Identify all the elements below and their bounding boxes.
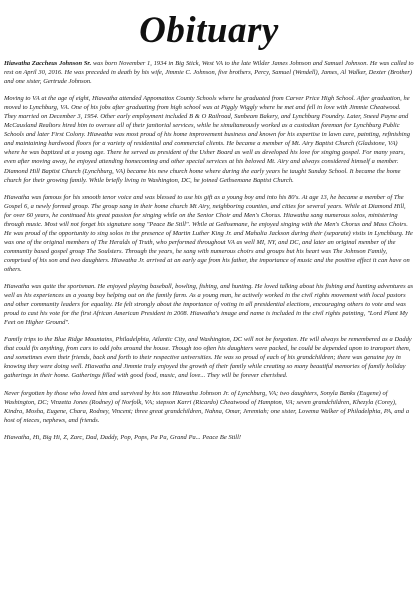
paragraph-survivors: Never forgotten by those who loved him and survived by his son Hiawatha Johnson Jr. of Lynchburg, VA; two daughters, Sonyla Banks (Eugene) of Washington, DC; Vinzetta Jones (Rodney) of Norfolk, VA; stepson Karri (Ricardo) Cheatwood of Hampton, VA; seven grandchildren, Khezyla (Corey), Kindra, Mosha, Eugene, Chara, Rodney, Vincent; three great grandchildren, Nahna, Omar, Jeremiah; one sister, Lovema Walker of Philadelphia, PA, and a host of nieces, nephews, and friends.: [4, 389, 410, 424]
paragraph-closing: Hiawatha, Hi, Big Hi, Z, Zarc, Dad, Daddy, Pop, Pops, Pa Pa, Grand Pa... Peace Be Still!: [4, 433, 242, 441]
page-title: Obituary: [139, 10, 279, 51]
paragraph-music: Hiawatha was famous for his smooth tenor voice and was blessed to use his gift as a young boy and into his 80's. At age 13, he became a member of The Gospel 6, a newly formed group. The group sang in their home church Mt Airy, neighboring counties, and cities for several years. While at Diamond Hill, for over 60 years, he continued his great passion for singing while on the Senior Choir and Men's Chorus. Hiawatha sang numerous solos, ministering through music. Most will not forget his signature song "Peace Be Still". While at Gethsemane, he enjoyed singing with the Men's Chorus and Mass Choirs. He was proud of the opportunity to sing solos in the presence of Martin Luther King Jr. and Mahalia Jackson during their (separate) visits in Lynchburg. He was one of the original members of The Heralds of Truth, who performed throughout VA as well MI, NY, and DC, and later an original member of the community based gospel group The Soulsters. Through the years, he sang with numerous choirs and groups but his heart was The Johnson Family, comprised of his son and two daughters. Hiawatha Jr. arrived at an early age from his father, the importance of music and the positive effect it can have on others.: [4, 193, 413, 273]
paragraph-family: Family trips to the Blue Ridge Mountains, Philadelphia, Atlantic City, and Washington, DC will not be forgotten. He will always be remembered as a Daddy that could fix anything, from cars to odd jobs around the house. Though too often his daughters were packed, he could be depended upon to transport them, and sometimes even their friends, back and forth to their respective universities. He was so proud of each of his grandchildren; there was genuine joy in knowing they were doing well. Hiawatha and Jimmie truly enjoyed the growth of their family while creating so many beautiful memories of family holiday gatherings in their home. Gatherings filled with good food, music, and love... They will be forever cherished.: [4, 336, 412, 380]
paragraph-life-career: Moving to VA at the age of eight, Hiawatha attended Appomattox County Schools where he graduated from Carver Price High School. After graduation, he moved to Lynchburg, VA. One of his jobs after graduating from high school was at Piggly Wiggly where he met and fell in love with Jimmie Cheatwood. They married on December 3, 1954. Other early employment included B & O Railroad, Sunbeam Bakery, and Lynchburg Foundry. Later, Sneed Payne and McCausland Realtors hired him to oversee all of their janitorial services, while he simultaneously worked as a custodian foreman for Lynchburg Public Schools and later First Colony. Hiawatha was most proud of his home improvement business and known for his expertise in lawn care, painting, refinishing and maintaining hardwood floors for a variety of residential and commercial clients. He became a member of Mt. Airy Baptist Church (Gladstone, VA) where he was baptized at a young age. There he served as president of the Usher Board as well as developed his love for singing gospel. For many years, even after moving away, he enjoyed attending homecoming and other special services at his beloved Mt. Airy and always considered himself a member. Diamond Hill Baptist Church (Lynchburg, VA) became his new church home where during the early years he taught Sunday School. It became the home church for their growing family. While briefly living in Washington, DC, he joined Gethsemane Baptist Church.: [4, 95, 410, 184]
deceased-name: Hiawatha Zaccheus Johnson Sr.: [4, 60, 92, 67]
paragraph-birth-text: was born November 1, 1934 in Big Stick, West VA to the late Wilder James Johnson and Samuel Johnson. He was called to rest on April 30, 2016. He was preceded in death by his wife, Jimmie C. Johnson, five brothers, Percy, Samuel (Wendell), James, Al Walker, Dexter (Brother) and one sister, Gertrude Johnson.: [4, 60, 414, 86]
paragraph-birth: [4, 59, 414, 86]
paragraph-sportsman: Hiawatha was quite the sportsman. He enjoyed playing baseball, bowling, fishing, and hunting. He loved talking about his fishing and hunting adventures as well as his experiences as a young boy helping out on the family farm. As a young man, he actively worked in the civil rights movement with local pastors and other community leaders for equality. He felt strongly about the importance of voting in all presidential elections, encouraging others to vote and was proud to cast his vote for the first African American President in 2008. Hiawatha's image and name is included in the civil rights painting, "Lord Plant My Feet on Higher Ground".: [4, 283, 414, 327]
